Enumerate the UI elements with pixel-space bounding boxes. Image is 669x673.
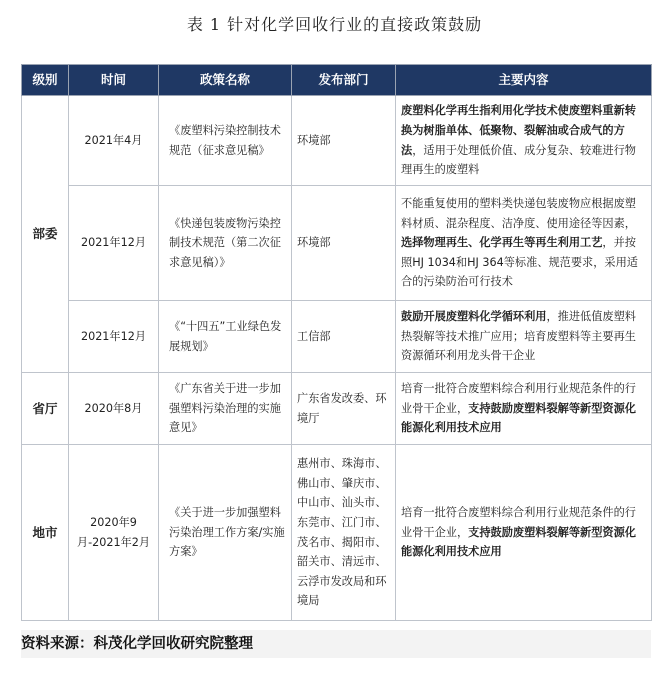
dept-cell: 工信部: [292, 301, 396, 373]
content-bold: 选择物理再生、化学再生等再生利用工艺: [401, 236, 603, 250]
table-row: [22, 186, 652, 301]
content-cell: [396, 373, 652, 445]
header-row: [22, 65, 652, 96]
level-cell: 部委: [22, 96, 69, 373]
dept-cell: 广东省发改委、环境厅: [292, 373, 396, 445]
content-text: ，推进低值废塑料热裂解等技术推广应用；培育废塑料等主要再生资源循环利用龙头骨干企业: [401, 310, 636, 363]
time-cell: 2021年4月: [69, 96, 159, 186]
table-row: [22, 445, 652, 621]
content-bold: 鼓励开展废塑料化学循环利用: [401, 310, 547, 324]
table-row: [22, 301, 652, 373]
content-text: ，适用于处理低价值、成分复杂、较难进行物理再生的废塑料: [401, 143, 636, 177]
policy-cell: 《废塑料污染控制技术规范（征求意见稿》: [159, 96, 292, 186]
table-title: 表 1 针对化学回收行业的直接政策鼓励: [186, 15, 483, 34]
level-cell: 地市: [22, 445, 69, 621]
source-note: 资料来源：科茂化学回收研究院整理: [21, 630, 651, 658]
dept-cell: 惠州市、珠海市、佛山市、肇庆市、中山市、汕头市、东莞市、江门市、茂名市、揭阳市、韶关市、清远市、云浮市发改局和环境局: [292, 445, 396, 621]
policy-cell: 《广东省关于进一步加强塑料污染治理的实施意见》: [159, 373, 292, 445]
time-cell: 2020年8月: [69, 373, 159, 445]
time-cell: 2020年9月-2021年2月: [69, 445, 159, 621]
time-cell: 2021年12月: [69, 186, 159, 301]
content-bold: 支持鼓励废塑料裂解等新型资源化能源化利用技术应用: [401, 401, 636, 435]
content-cell: [396, 445, 652, 621]
policy-cell: 《快递包装废物污染控制技术规范（第二次征求意见稿）》: [159, 186, 292, 301]
table-row: [22, 96, 652, 186]
header-content: 主要内容: [396, 65, 652, 96]
dept-cell: 环境部: [292, 96, 396, 186]
level-cell: 省厅: [22, 373, 69, 445]
content-bold: 废塑料化学再生指利用化学技术使废塑料重新转换为树脂单体、低聚物、裂解油或合成气的方法: [401, 104, 636, 157]
header-level: 级别: [22, 65, 69, 96]
content-bold: 支持鼓励废塑料裂解等新型资源化能源化利用技术应用: [401, 525, 636, 559]
dept-cell: 环境部: [292, 186, 396, 301]
policy-cell: 《关于进一步加强塑料污染治理工作方案/实施方案》: [159, 445, 292, 621]
content-cell: [396, 186, 652, 301]
content-text: 不能重复使用的塑料类快递包装废物应根据废塑料材质、混杂程度、洁净度、使用途径等因素，: [401, 197, 636, 230]
header-time: 时间: [69, 65, 159, 96]
content-cell: [396, 96, 652, 186]
content-text: 培育一批符合废塑料综合利用行业规范条件的行业骨干企业，: [401, 506, 636, 539]
table-row: [22, 373, 652, 445]
content-cell: [396, 301, 652, 373]
content-text: 培育一批符合废塑料综合利用行业规范条件的行业骨干企业，: [401, 382, 636, 415]
policy-table: [21, 64, 652, 621]
policy-cell: 《“十四五”工业绿色发展规划》: [159, 301, 292, 373]
header-policy: 政策名称: [159, 65, 292, 96]
time-cell: 2021年12月: [69, 301, 159, 373]
header-dept: 发布部门: [292, 65, 396, 96]
content-text: ，并按照HJ 1034和HJ 364等标准、规范要求，采用适合的污染防治可行技术: [401, 236, 638, 289]
